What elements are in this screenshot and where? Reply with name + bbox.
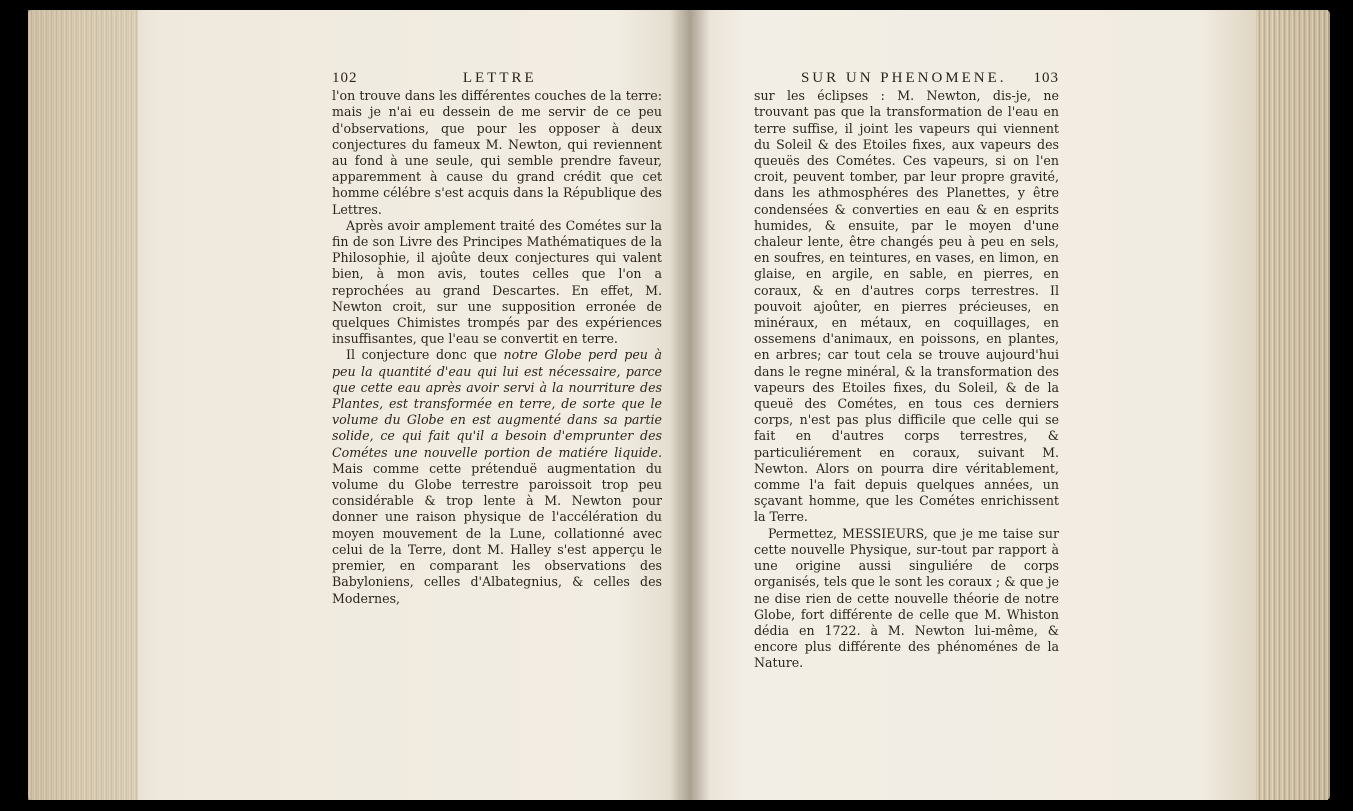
right-paragraph-1: sur les éclipses : M. Newton, dis-je, ne trouvant pas que la transformation de l'eau en terre suffise, il joint les vapeurs qui viennent du Soleil & des Etoiles fixes, aux vapeurs des queuës des Cométes. Ces vapeurs, si on l'en croit, peuvent tomber, par leur propre gravité, dans les athmosphéres des Planettes, y être condensées & converties en eau & en esprits humides, & ensuite, par le moyen d'une chaleur lente, être changés peu à peu en sels, en soufres, en teintures, en vases, en limon, en glaise, en argile, en sable, en pierres, en coraux, & en d'autres corps terrestres. Il pouvoit ajoûter, en pierres précieuses, en minéraux, en métaux, en coquillages, en ossemens d'animaux, en poissons, en plantes, en arbres; car tout cela se trouve aujourd'hui dans le regne minéral, & la transformation des vapeurs des Etoiles fixes, du Soleil, & de la queuë des Cométes, en tous ces derniers corps, n'est pas plus difficile que celle qui se fait en d'autres corps terrestres, & particuliérement en coraux, suivant M. Newton. Alors on pourra dire véritablement, comme l'a fait depuis quelques années, un sçavant homme, que les Cométes enrichissent la Terre.	[754, 88, 1059, 525]
left-page	[332, 70, 662, 607]
left-paragraph-2: Après avoir amplement traité des Cométes sur la fin de son Livre des Principes Mathématiques de la Philosophie, il ajoûte deux conjectures qui valent bien, à mon avis, toutes celles que l'on a reprochées au grand Descartes. En effet, M. Newton croit, sur une supposition erronée de quelques Chimistes trompés par des expériences insuffisantes, que l'eau se convertit en terre.	[332, 217, 662, 347]
left-paragraph-3	[332, 347, 662, 606]
left-paragraph-3-end: Mais comme cette prétenduë augmentation du volume du Globe terrestre paroissoit trop peu considérable & trop lente à M. Newton pour donner une raison physique de l'accélération du moyen mouvement de la Lune, collationné avec celui de la Terre, dont M. Halley s'est apperçu le premier, en comparant les observations des Babyloniens, celles d'Albategnius, & celles des Modernes,	[332, 460, 662, 606]
right-page-edges	[1256, 10, 1328, 800]
left-running-title: LETTRE	[462, 70, 537, 86]
right-paragraph-2: Permettez, MESSIEURS, que je me taise sur cette nouvelle Physique, sur-tout par rapport à une origine aussi singuliére de corps organisés, tels que le sont les coraux ; & que je ne dise rien de cette nouvelle théorie de notre Globe, fort différente de celle que M. Whiston dédia en 1722. à M. Newton lui-même, & encore plus différente des phénoménes de la Nature.	[754, 525, 1059, 671]
right-running-title: SUR UN PHENOMENE.	[800, 70, 1007, 86]
right-page-number: 103	[1033, 70, 1059, 86]
right-running-head	[754, 70, 1059, 86]
left-running-head	[332, 70, 662, 86]
left-page-edges	[28, 10, 138, 800]
left-paragraph-3-italic: notre Globe perd peu à peu la quantité d'eau qui lui est nécessaire, parce que cette eau après avoir servi à la nourriture des Plantes, est transformée en terre, de sorte que le volume du Globe en est augmenté dans sa partie solide, ce qui fait qu'il a besoin d'emprunter des Cométes une nouvelle portion de matiére liquide.	[332, 347, 662, 460]
left-page-number: 102	[332, 70, 358, 86]
left-paragraph-3-start: Il conjecture donc que	[346, 347, 497, 363]
left-paragraph-1: l'on trouve dans les différentes couches de la terre: mais je n'ai eu dessein de me servir de ce peu d'observations, que pour les opposer à deux conjectures du fameux M. Newton, qui reviennent au fond à une seule, qui semble prendre faveur, apparemment à cause du grand crédit que cet homme célébre s'est acquis dans la République des Lettres.	[332, 88, 662, 217]
right-page	[754, 70, 1059, 672]
book-gutter	[670, 10, 710, 800]
